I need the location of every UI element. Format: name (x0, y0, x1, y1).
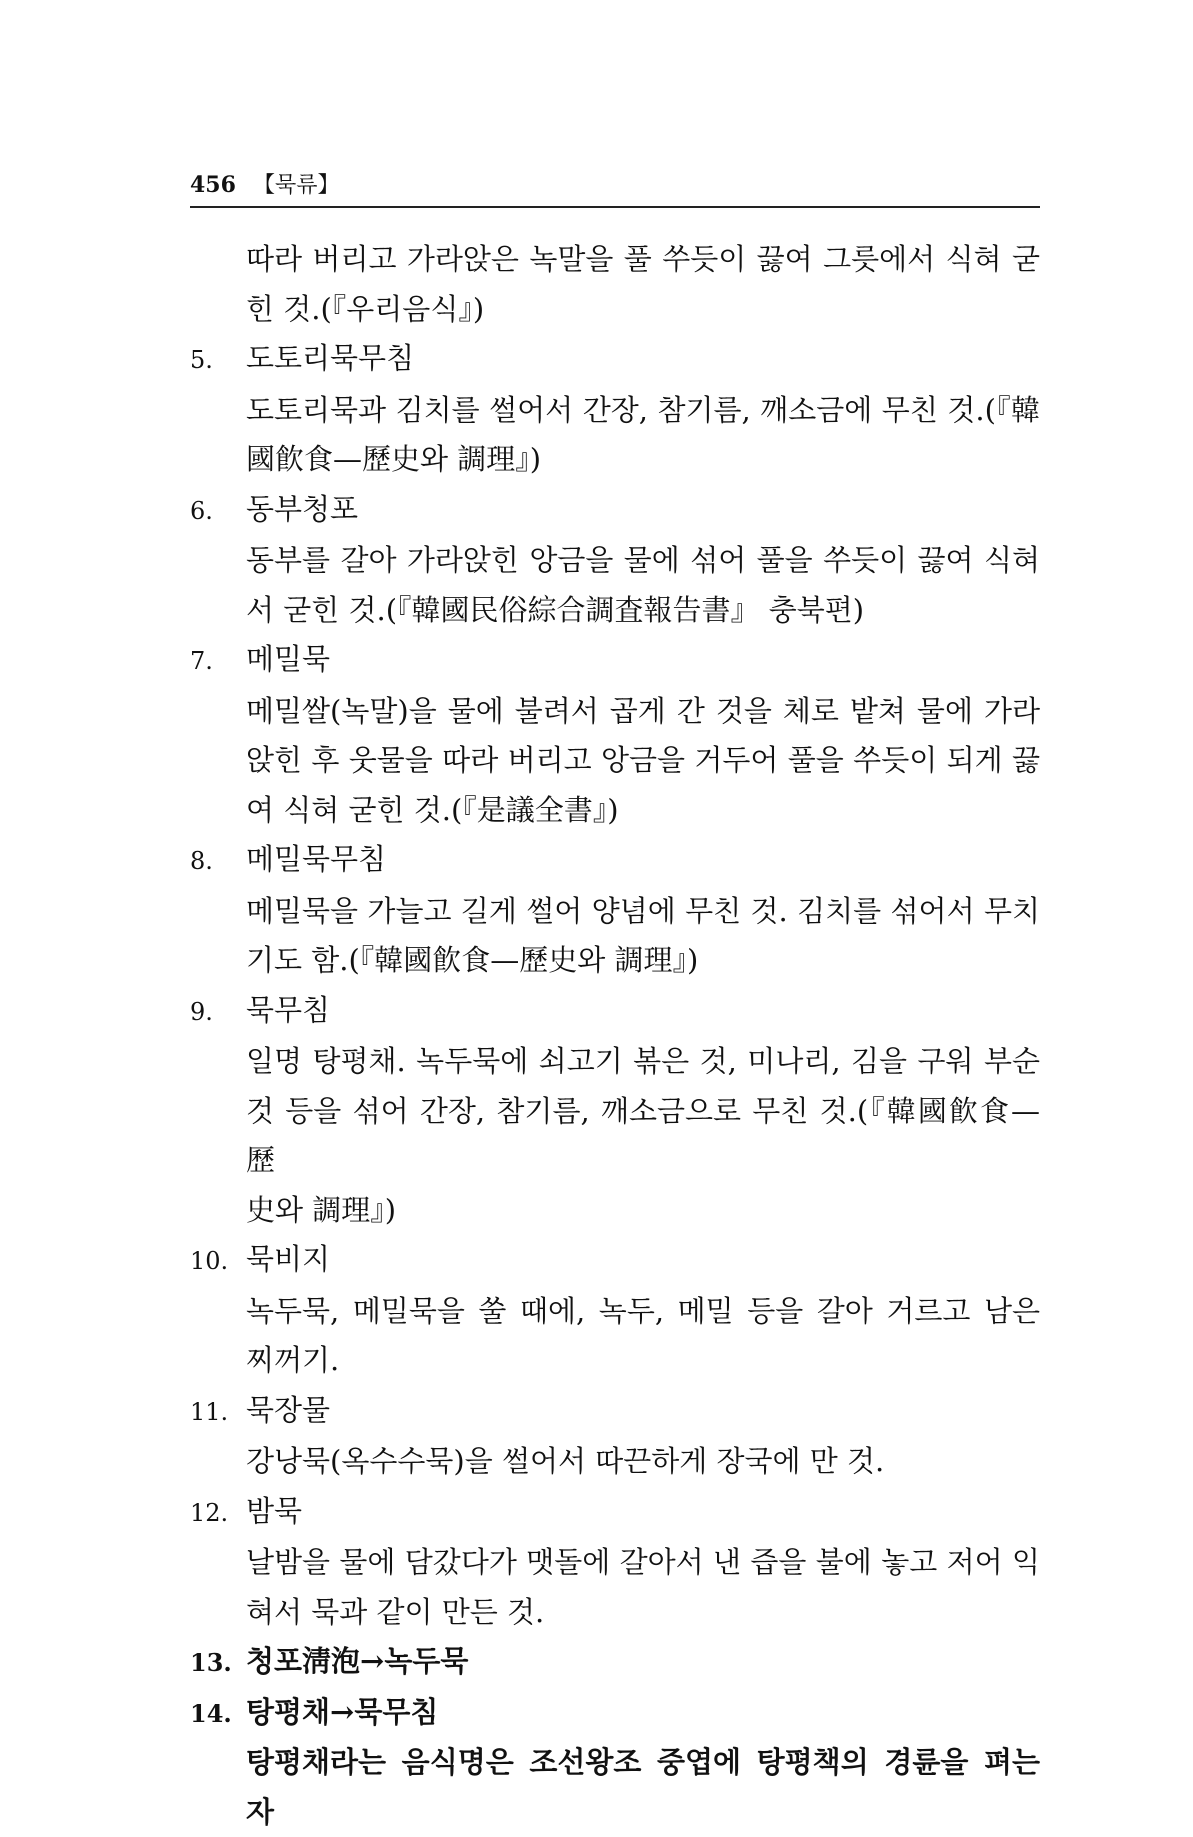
continuation-line: 힌 것.(『우리음식』) (246, 291, 485, 326)
entry-title (190, 986, 1040, 1038)
page-header (190, 170, 1040, 208)
entry-name: 묵무침 (246, 992, 331, 1027)
entry-text-line: 탕평채라는 음식명은 조선왕조 중엽에 탕평책의 경륜을 펴는 자 (246, 1745, 1040, 1829)
entry-text-line: 동부를 갈아 가라앉힌 앙금을 물에 섞어 풀을 쑤듯이 끓여 식혀 (246, 543, 1040, 577)
entry-number: 10. (190, 1247, 229, 1275)
entry-name: 밤묵 (246, 1493, 303, 1528)
entry-text-line: 서 굳힌 것.(『韓國民俗綜合調査報告書』 충북편) (246, 592, 865, 627)
entry-number: 14. (190, 1698, 232, 1728)
entry-title (190, 835, 1040, 887)
entry-text-line: 메밀쌀(녹말)을 물에 불려서 곱게 간 것을 체로 밭쳐 물에 가라 (246, 693, 1040, 728)
entry-number: 8. (190, 847, 213, 875)
entry-text-line: 기도 함.(『韓國飮食—歷史와 調理』) (246, 943, 699, 977)
entry-text-line: 여 식혀 굳힌 것.(『是議全書』) (246, 792, 619, 827)
entry-title (190, 1688, 1040, 1739)
entry-number: 6. (190, 496, 213, 525)
entry-name: 묵비지 (246, 1242, 331, 1276)
page-number: 456 (190, 172, 236, 198)
entry-text-line: 찌꺼기. (246, 1343, 340, 1377)
entry-name: 메밀묵 (246, 642, 331, 676)
entry-text-line: 날밤을 물에 담갔다가 맷돌에 갈아서 낸 즙을 불에 놓고 저어 익 (246, 1545, 1040, 1579)
entry-name: 청포淸泡→녹두묵 (246, 1644, 469, 1678)
section-title: 【묵류】 (252, 173, 340, 198)
page-body (190, 235, 1040, 1837)
entry-number: 12. (190, 1498, 229, 1527)
entry-text-line: 녹두묵, 메밀묵을 쑬 때에, 녹두, 메밀 등을 갈아 거르고 남은 (246, 1293, 1040, 1328)
entry-title (190, 1637, 1040, 1688)
entry-title (190, 635, 1040, 687)
entry-text-line: 國飮食—歷史와 調理』) (246, 442, 542, 476)
continuation-line: 따라 버리고 가라앉은 녹말을 풀 쑤듯이 끓여 그릇에서 식혀 굳 (246, 242, 1040, 276)
entry-name: 도토리묵무침 (246, 341, 415, 375)
entry-title (190, 485, 1040, 537)
entry-number: 9. (190, 997, 213, 1026)
entry-title (190, 1487, 1040, 1539)
entry-name: 묵장물 (246, 1392, 331, 1427)
entry-text-line: 도토리묵과 김치를 썰어서 간장, 참기름, 깨소금에 무친 것.(『韓 (246, 392, 1040, 427)
entry-text-line: 강낭묵(옥수수묵)을 썰어서 따끈하게 장국에 만 것. (246, 1444, 885, 1478)
entry-number: 11. (190, 1397, 229, 1426)
entry-text-line: 혀서 묵과 같이 만든 것. (246, 1594, 545, 1629)
entry-text-line: 일명 탕평채. 녹두묵에 쇠고기 볶은 것, 미나리, 김을 구워 부순 (246, 1044, 1040, 1078)
entry-text-line: 史와 調理』) (246, 1192, 397, 1227)
entry-number: 5. (190, 346, 213, 374)
entry-number: 7. (190, 647, 213, 675)
entry-title (190, 334, 1040, 386)
entry-number: 13. (190, 1648, 232, 1677)
entry-name: 탕평채→묵무침 (246, 1694, 439, 1729)
entry-text-line: 앉힌 후 웃물을 따라 버리고 앙금을 거두어 풀을 쑤듯이 되게 끓 (246, 743, 1040, 777)
entry-text-line: 메밀묵을 가늘고 길게 썰어 양념에 무친 것. 김치를 섞어서 무치 (246, 893, 1040, 928)
entry-title (190, 1235, 1040, 1287)
entry-name: 메밀묵무침 (246, 842, 387, 876)
entry-title (190, 1386, 1040, 1438)
entry-name: 동부청포 (246, 491, 359, 526)
entry-text-line: 것 등을 섞어 간장, 참기름, 깨소금으로 무친 것.(『韓國飮食—歷 (246, 1093, 1040, 1177)
